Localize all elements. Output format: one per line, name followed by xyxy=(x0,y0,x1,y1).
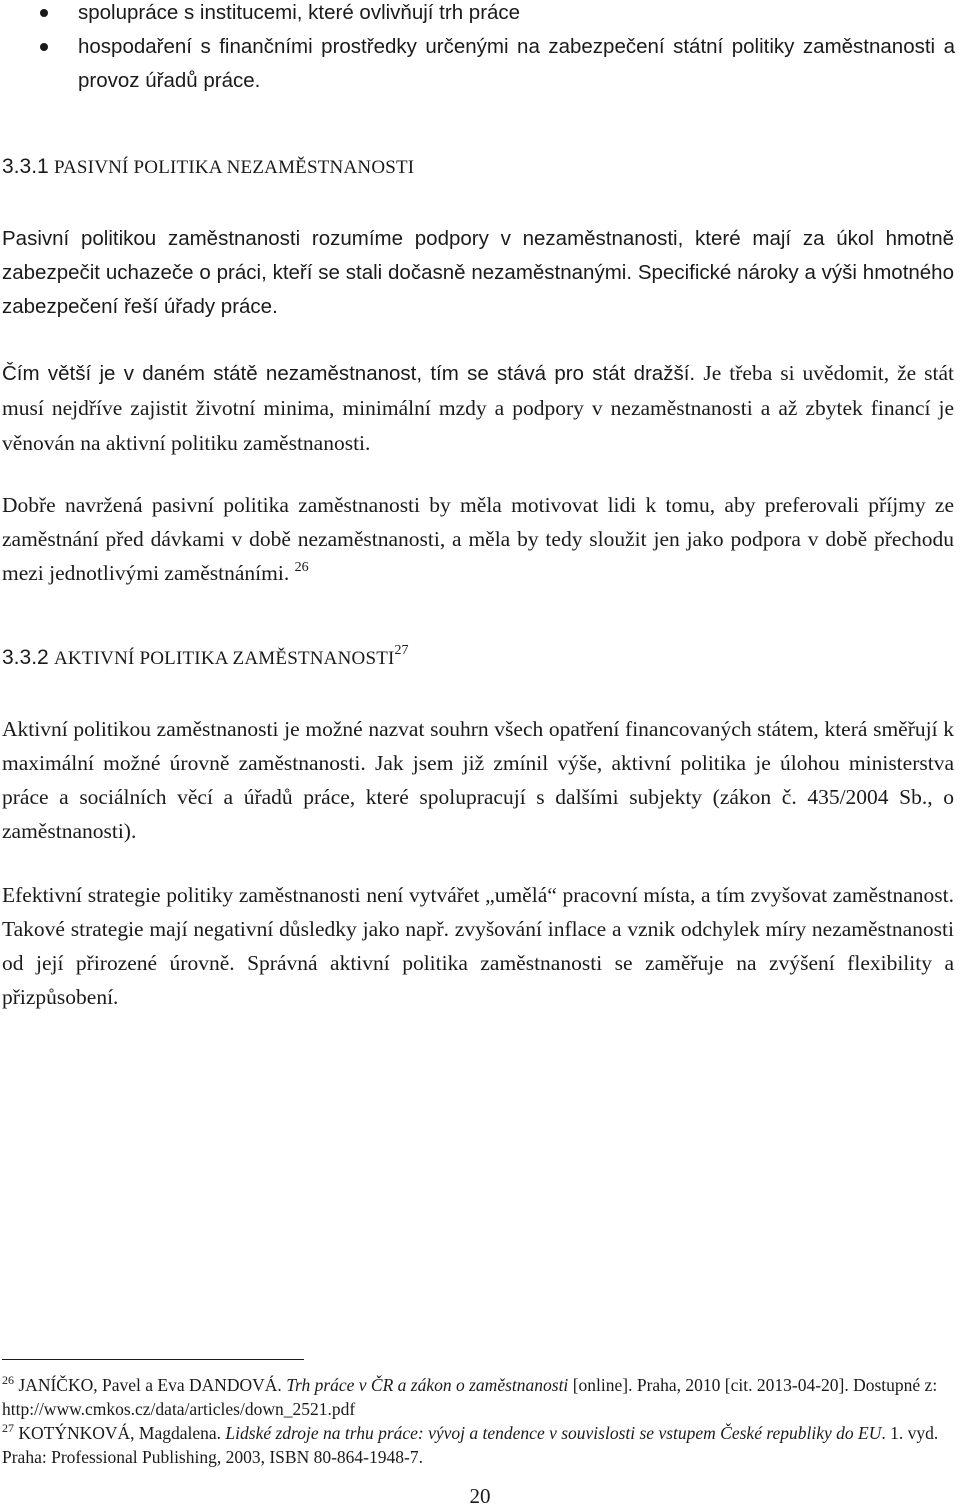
footnote-rest: . 1. vyd. Praha: Professional Publishing, 2003, ISBN 80-864-1948-7. xyxy=(2,1423,939,1467)
footnote-authors: KOTÝNKOVÁ, Magdalena. xyxy=(18,1423,222,1443)
footnote-rest: [online]. Praha, 2010 [cit. 2013-04-20]. Dostupné z: http://www.cmkos.cz/data/articles/down_2521.pdf xyxy=(2,1375,938,1419)
paragraph: Pasivní politikou zaměstnanosti rozumíme podpory v nezaměstnanosti, které mají za úkol hmotně zabezpečit uchazeče o práci, kteří se stali dočasně nezaměstnanými. Specifické nároky a výši hmotného zabezpečení řeší úřady práce. xyxy=(2,227,954,318)
section-title: PASIVNÍ POLITIKA NEZAMĚSTNANOSTI xyxy=(53,157,415,178)
page-number: 20 xyxy=(469,1484,491,1508)
footnote-number: 26 xyxy=(2,1373,14,1387)
footnote-title: Trh práce v ČR a zákon o zaměstnanosti xyxy=(286,1375,569,1395)
paragraph-sans-part: Čím větší je v daném státě nezaměstnanost, tím se stává pro stát dražší. xyxy=(2,362,696,385)
footnote xyxy=(2,1373,952,1421)
section-heading-331 xyxy=(2,154,414,179)
footnote-title: Lidské zdroje na trhu práce: vývoj a tendence v souvislosti se vstupem České republiky do EU xyxy=(225,1423,882,1443)
section-title: AKTIVNÍ POLITIKA ZAMĚSTNANOSTI xyxy=(53,648,395,669)
footnote-number: 27 xyxy=(2,1421,14,1435)
footnote-authors: JANÍČKO, Pavel a Eva DANDOVÁ. xyxy=(18,1375,282,1395)
paragraph xyxy=(2,488,954,590)
section-heading-332 xyxy=(2,643,409,670)
footnote-ref: 27 xyxy=(394,643,409,658)
bullet-dot-icon xyxy=(40,43,48,51)
paragraph-text: Dobře navržená pasivní politika zaměstnanosti by měla motivovat lidi k tomu, aby preferovali příjmy ze zaměstnání před dávkami v době nezaměstnanosti, a měla by tedy sloužit jen jako podpora v době přechodu mezi jednotlivými zaměstnáními. xyxy=(2,493,954,585)
bullet-text: hospodaření s finančními prostředky určenými na zabezpečení státní politiky zaměstnanosti a provoz úřadů práce. xyxy=(78,35,955,92)
paragraph: Aktivní politikou zaměstnanosti je možné nazvat souhrn všech opatření financovaných státem, která směřují k maximální možné úrovně zaměstnanosti. Jak jsem již zmínil výše, aktivní politika je úlohou ministerstva práce a sociálních věcí a úřadů práce, které spolupracují s dalšími subjekty (zákon č. 435/2004 Sb., o zaměstnanosti). xyxy=(2,717,954,843)
footnote xyxy=(2,1421,952,1469)
bullet-dot-icon xyxy=(40,9,48,17)
footnote-divider xyxy=(2,1359,304,1360)
footnote-ref: 26 xyxy=(294,560,309,575)
section-number: 3.3.1 xyxy=(2,155,49,178)
paragraph xyxy=(2,356,954,461)
paragraph: Efektivní strategie politiky zaměstnanosti není vytvářet „umělá“ pracovní místa, a tím zvyšovat zaměstnanost. Takové strategie mají negativní důsledky jako např. zvyšování inflace a vznik odchylek míry nezaměstnanosti od její přirozené úrovně. Správná aktivní politika zaměstnanosti se zaměřuje na zvýšení flexibility a přizpůsobení. xyxy=(2,883,954,1009)
section-number: 3.3.2 xyxy=(2,646,49,669)
bullet-text: spolupráce s institucemi, které ovlivňují trh práce xyxy=(78,1,521,24)
paragraph-serif-part: Je třeba si uvědomit, že stát musí nejdříve zajistit životní minima, minimální mzdy a podpory v nezaměstnanosti a až zbytek financí je věnován na aktivní politiku zaměstnanosti. xyxy=(2,361,954,455)
